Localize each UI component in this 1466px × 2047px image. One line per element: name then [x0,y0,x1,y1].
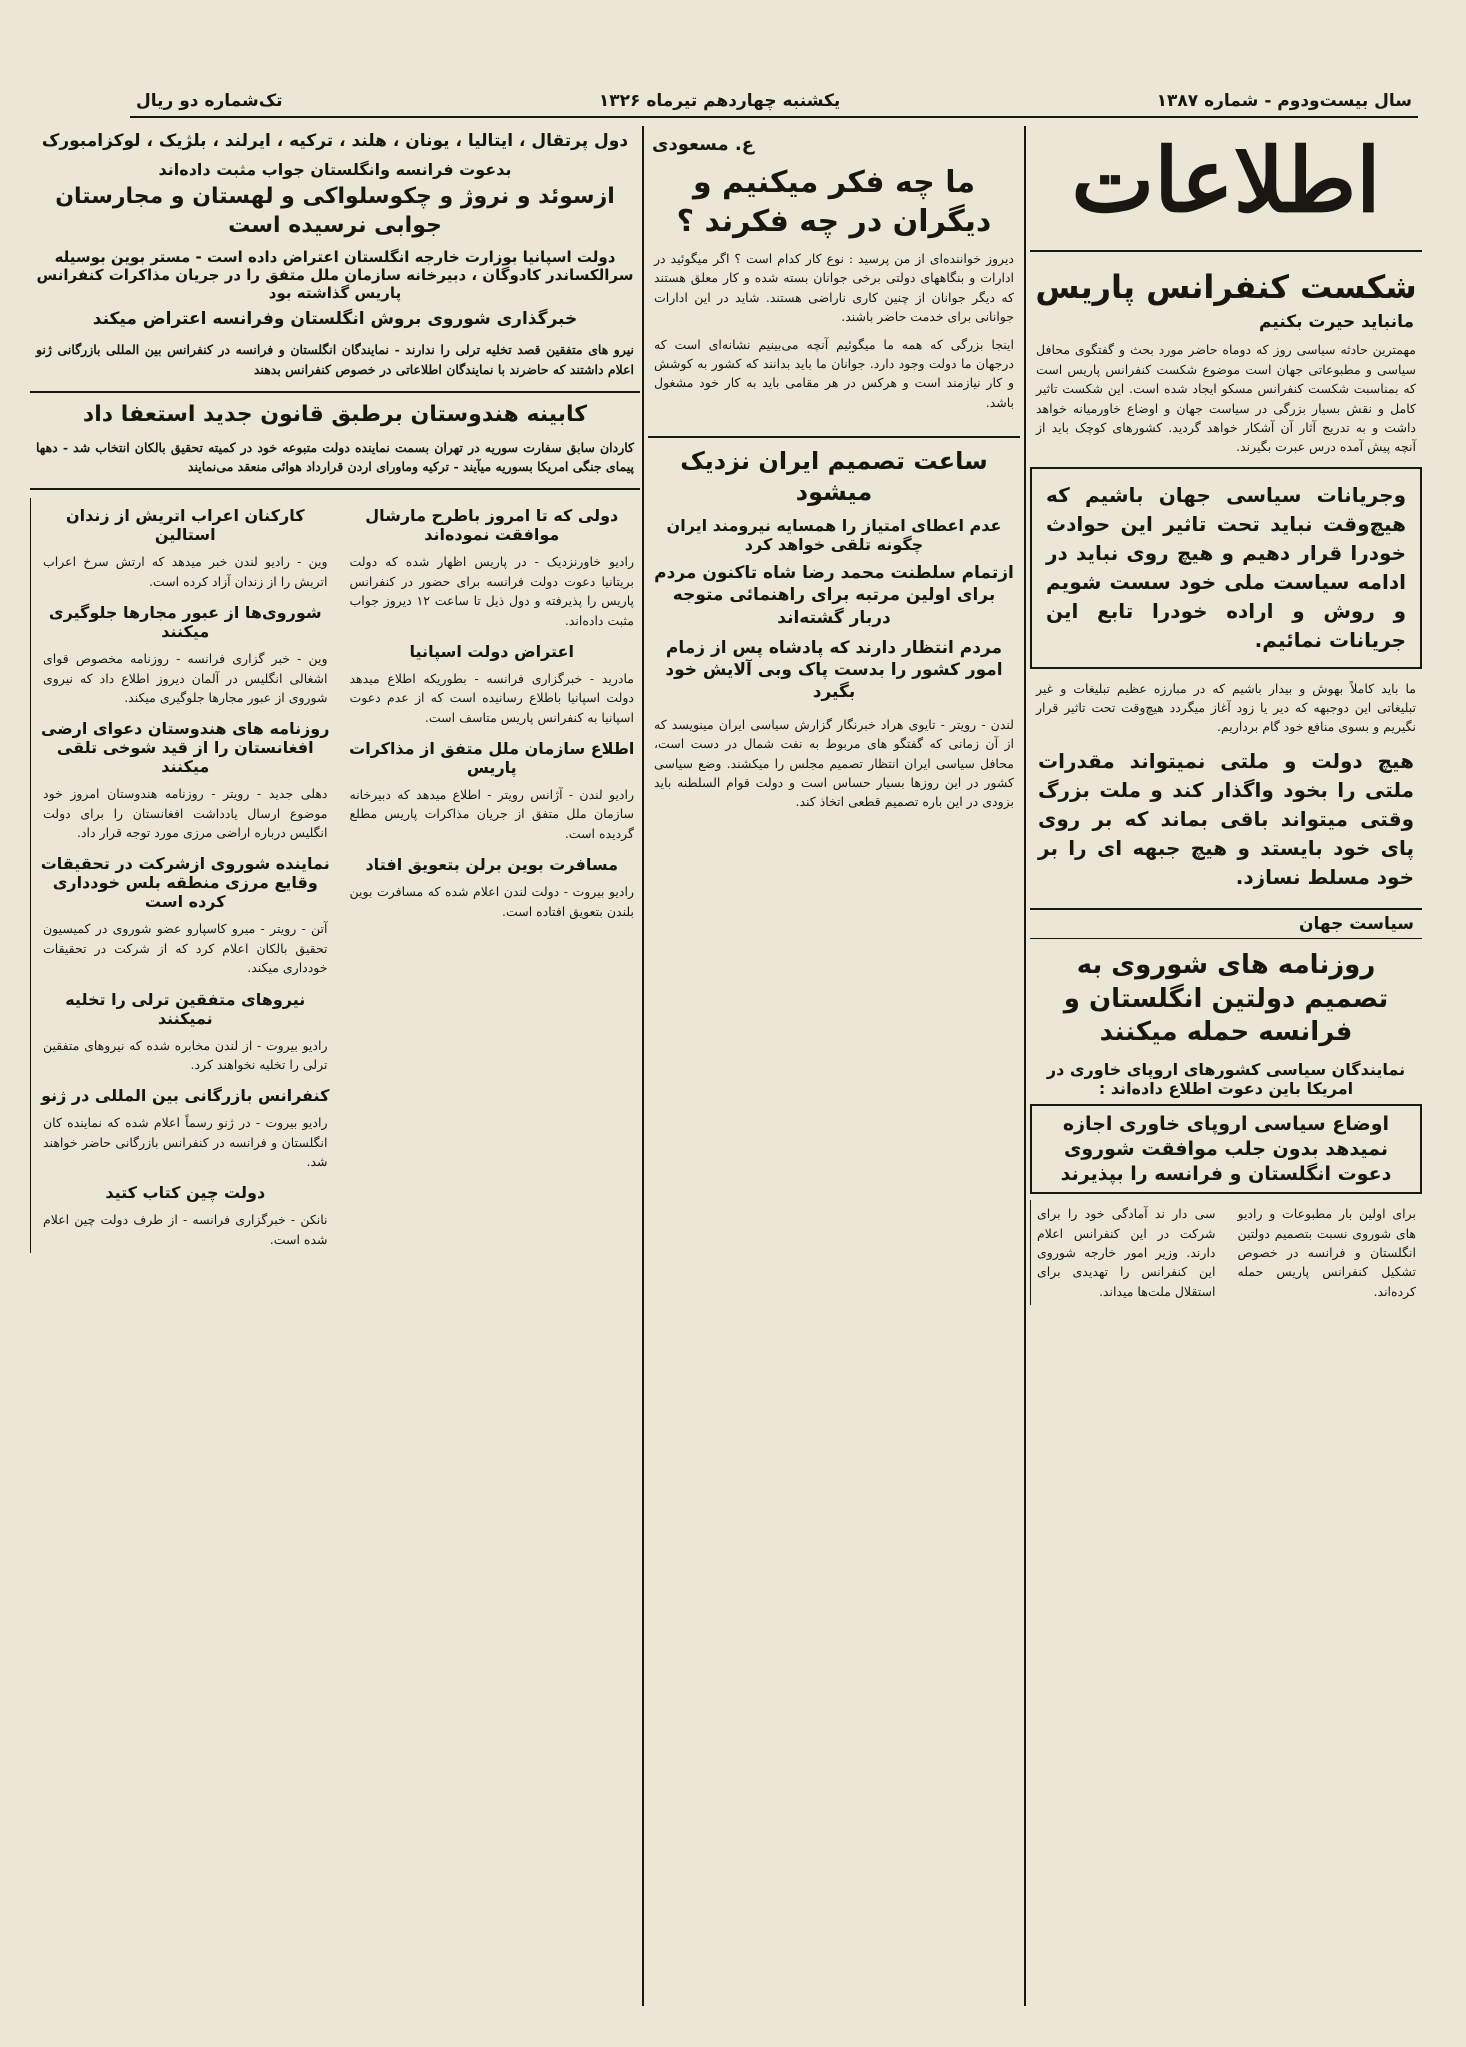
editorial-subhead: مانباید حیرت بکنیم [1259,312,1414,333]
editorial-emphasis-box [1030,467,1422,669]
iran-body: لندن - رویتر - تایوی هراد خبرنگار گزارش سیاسی ایران مینویسد که از آن زمانی که گفتگو های مربوط به نفت شمال در دست است، محافل سیاسی ایران انتظار تصمیم مجلس را میکشند. وضع سیاسی کشور در این روزها بسیار حساس است و دولت قوام السلطنه باید بزودی در این باره تصمیم قطعی اتخاذ کند. [654,716,1014,810]
column-body: دیروز خواننده‌ای از من پرسید : نوع کار کدام است ؟ اگر میگوئید در ادارات و بنگاههای دولتی برخی جوانان بسته شده و کار معلق هستند که دیگر جوانان از چنین کاری ناراضی هستند. شاید در این ادارات جوانانی برای خدمت حاضر باشند. [654,251,1014,325]
afghanistan-headline: روزنامه های هندوستان دعوای ارضی افغانستان را از قید شوخی تلقی میکنند [41,719,330,777]
subcolumn-b [30,498,334,1253]
iran-emphasis-2: مردم انتظار دارند که پادشاه پس از زمام امور کشور را بدست پاک وبی آلایش خود بگیرد [665,637,1003,702]
column-divider [1024,126,1026,2006]
issue-price: تک‌شماره دو ریال [136,91,283,111]
hungary-body: وین - خبر گزاری فرانسه - روزنامه مخصوص قوای اشغالی انگلیس در آلمان دیروز اطلاع داد که نیروی شوروی از عبور مجارها جلوگیری میکند. [43,651,328,705]
column-middle [648,126,1020,2016]
editorial-emphasis: وجریانات سیاسی جهان باشیم که هیچ‌وقت نباید تحت تاثیر این حوادث خودرا قرار دهیم و هیچ روی نباید در ادامه سیاست ملی خود سست شویم و روش و اراده خودرا تابع این جریانات نمائیم. [1046,482,1406,652]
india-cabinet-headline: کابینه هندوستان برطبق قانون جدید استعفا داد [82,402,588,428]
china-headline: دولت چین کتاب کتید [105,1183,266,1203]
paris-headline-countries: دول پرتقال ، ایتالیا ، یونان ، هلند ، ترکیه ، ایرلند ، بلژیک ، لوکزامبورک [41,131,629,151]
column-divider [642,126,644,2006]
iran-subhead: عدم اعطای امتیاز را همسایه نیرومند ایران چگونه تلقی خواهد کرد [666,516,1002,555]
editorial-headline: شکست کنفرانس پاریس [1035,268,1417,306]
world-news-subhead: نمایندگان سیاسی کشورهای اروپای خاوری در امریکا باین دعوت اطلاع داده‌اند : [1046,1060,1406,1099]
column-headline: ما چه فکر میکنیم و دیگران در چه فکرند ؟ [676,165,992,239]
world-news-headline: روزنامه های شوروی به تصمیم دولتین انگلستان و فرانسه حمله میکنند [1063,949,1389,1048]
section-label: سیاست جهان [1030,908,1422,939]
editorial-body: مهمترین حادثه سیاسی روز که دوماه حاضر مورد بحث و گفتگوی محافل سیاسی و مطبوعاتی جهان است موضوع شکست کنفرانس پاریس است که بمناسبت شکست کنفرانس مسکو ایجاد شده است. این شکست تاثیر کامل و نقش بسیار بزرگی در سیاست جهان و اوضاع خاورمیانه خواهد داشت و به تدریج آثار آن آشکار خواهد گردید. کشورهای کوچک باید از آنچه پیش آمده درس عبرت بگیرند. [1036,342,1416,455]
world-news-text-b: سی دار ند آمادگی خود را برای شرکت در این کنفرانس اعلام دارند. وزیر امور خارجه شوروی این کنفرانس را تهدیدی برای استقلال ملت‌ها میداند. [1030,1200,1222,1305]
afghanistan-body: دهلی جدید - رویتر - روزنامه هندوستان امروز خود موضوع ارسال یادداشت افغانستان را برای دولت انگلیس درباره اراضی مرزی مورد توجه قرار داد. [43,786,328,841]
issue-date: یکشنبه چهاردهم تیرماه ۱۳۲۶ [598,91,841,111]
divider [1030,250,1422,252]
subcolumn-a [344,498,641,1253]
un-headline: اطلاع سازمان ملل متفق از مذاکرات پاریس [349,739,635,778]
author-byline: ع. مسعودی [652,134,755,155]
volume-number: سال بیست‌و‌دوم - شماره ۱۳۸۷ [1156,91,1412,111]
editorial-body-2: ما باید کاملاً بهوش و بیدار باشیم که در مبارزه عظیم تبلیغات و غیر تبلیغاتی این دوجبهه که دیر یا زود آغاز میگردد هیچ‌وقت تحت تاثیر قرار نگیریم و بسوی منافع خود گام برداریم. [1036,680,1416,735]
balkan-headline: نماینده شوروی ازشرکت در تحقیقات وقایع مرزی منطقه بلس خودداری کرده است [40,854,330,912]
trieste-headline: نیروهای متفقین ترلی را تخلیه نمیکنند [65,989,306,1028]
china-body: نانکن - خبرگزاری فرانسه - از طرف دولت چین اعلام شده است. [43,1212,328,1247]
column-right [1030,126,1422,2016]
editorial-emphasis-2: هیچ دولت و ملتی نمیتواند مقدرات ملتی را بخود واگذار کند و ملت بزرگ وقتی میتواند باقی بماند که بر روی پای خود بایستد و هیچ جبهه ای را بر خود مسلط نسازد. [1038,748,1414,889]
un-body: رادیو لندن - آژانس رویتر - اطلاع میدهد که دبیرخانه سازمان ملل متفق از جریان مذاکرات پاریس مطلع گردیده است. [349,787,634,841]
masthead-logo: اطلاعات [1071,128,1381,232]
column-left [30,126,640,2016]
trieste-body: رادیو بیروت - از لندن مخابره شده که نیروهای متفقین ترلی را تخلیه نخواهند کرد. [43,1037,328,1072]
world-news-box [1030,1104,1422,1194]
world-news-columns [1030,1200,1422,1305]
balkan-body: آتن - رویتر - میرو کاسپارو عضو شوروی در کمیسیون تحقیق بالکان اعلام کرد که از شرکت در تحقیقات خودداری میکند. [43,921,328,976]
austria-body: وین - رادیو لندن خبر میدهد که ارتش سرخ اعراب اتریش را از زندان آزاد کرده است. [43,554,328,589]
soviet-protest-body: نیرو های متفقین قصد تخلیه ترلی را ندارند - نمایندگان انگلستان و فرانسه در کنفرانس بین المللی بازرگانی ژنو اعلام داشتند که حاضرند با نمایندگان اطلاعاتی در خصوص کنفرانس بدهند [36,342,634,377]
divider [648,436,1020,438]
spain-protest-body: مادرید - خبرگزاری فرانسه - بطوریکه اطلاع میدهد دولت اسپانیا باطلاع رسانیده است که از عدم دعوت اسپانیا به کنفرانس پاریس متاسف است. [349,670,634,725]
india-cabinet-body: کاردان سابق سفارت سوریه در تهران بسمت نماینده دولت متبوعه خود در کمیته تحقیق بالکان انتخاب شد - دهها پیمای جنگی امریکا بسوریه میآیند - ترکیه وماورای اردن قرارداد هوائی منعقد می‌نمایند [36,439,634,475]
divider [30,391,640,393]
hungary-headline: شوروی‌ها از عبور مجارها جلوگیری میکنند [48,603,322,642]
paris-headline-noreply: ازسوئد و نروژ و چکوسلواکی و لهستان و مجارستان جوابی نرسیده است [55,184,615,238]
divider [30,488,640,490]
spain-protest-headline: اعتراض دولت اسپانیا [409,641,574,661]
bevin-headline: مسافرت بوین برلن بتعویق افتاد [365,855,619,875]
world-news-text-a: برای اولین بار مطبوعات و رادیو های شوروی نسبت بتصمیم دولتین انگلستان و فرانسه در خصوص تشکیل کنفرانس پاریس حمله کرده‌اند. [1237,1206,1416,1299]
column-body-2: اینجا بزرگی که همه ما میگوئیم آنچه می‌بینیم نشانه‌ای است که درجهان ما دولت وجود دارد. جوانان ما باید بدانند که کشور به کوشش و کار نیازمند است و هرکس در هر مقامی باید به کار خود مشغول باشد. [654,336,1014,410]
left-subcolumns [30,498,640,1253]
paris-lead: دولت اسپانیا بوزارت خارجه انگلستان اعتراض داده است - مستر بوین بوسیله سرالکساندر کادوگان ، دبیرخانه سازمان ملل متفق را در جریان مذاکرات کنفرانس پاریس گذاشته بود [36,248,634,303]
world-news-emphasis: اوضاع سیاسی اروپای خاوری اجازه نمیدهد بدون جلب موافقت شوروی دعوت انگلستان و فرانسه را بپذیرند [1060,1113,1392,1185]
issue-header-bar [130,86,1418,118]
paris-headline-reply: بدعوت فرانسه وانگلستان جواب مثبت داده‌اند [158,160,512,180]
marshall-plan-body: رادیو خاورنزدیک - در پاریس اظهار شده که دولت بریتانیا دعوت دولت فرانسه برای حضور در کنفرانس پاریس را پذیرفته و دول ذیل تا ساعت ۱۲ دیروز جواب مثبت داده‌اند. [349,554,635,628]
bevin-body: رادیو بیروت - دولت لندن اعلام شده که مسافرت بوین بلندن بتعویق افتاده است. [349,884,634,919]
geneva-headline: کنفرانس بازرگانی بین المللی در ژنو [41,1086,330,1106]
geneva-body: رادیو بیروت - در ژنو رسماً اعلام شده که نماینده کان انگلستان و فرانسه در کنفرانس بازرگانی حاضر خواهند شد. [43,1115,328,1170]
iran-headline: ساعت تصمیم ایران نزدیک میشود [680,447,988,507]
soviet-protest-headline: خبرگذاری شوروی بروش انگلستان وفرانسه اعتراض میکند [92,309,578,330]
austria-headline: کارکنان اعراب اتریش از زندان استالین [65,506,305,545]
marshall-plan-headline: دولی که تا امروز باطرح مارشال موافقت نموده‌اند [365,506,619,545]
iran-emphasis: ازتمام سلطنت محمد رضا شاه تاکنون مردم برای اولین مرتبه برای راهنمائی متوجه دربار گشته‌اند [654,563,1014,628]
